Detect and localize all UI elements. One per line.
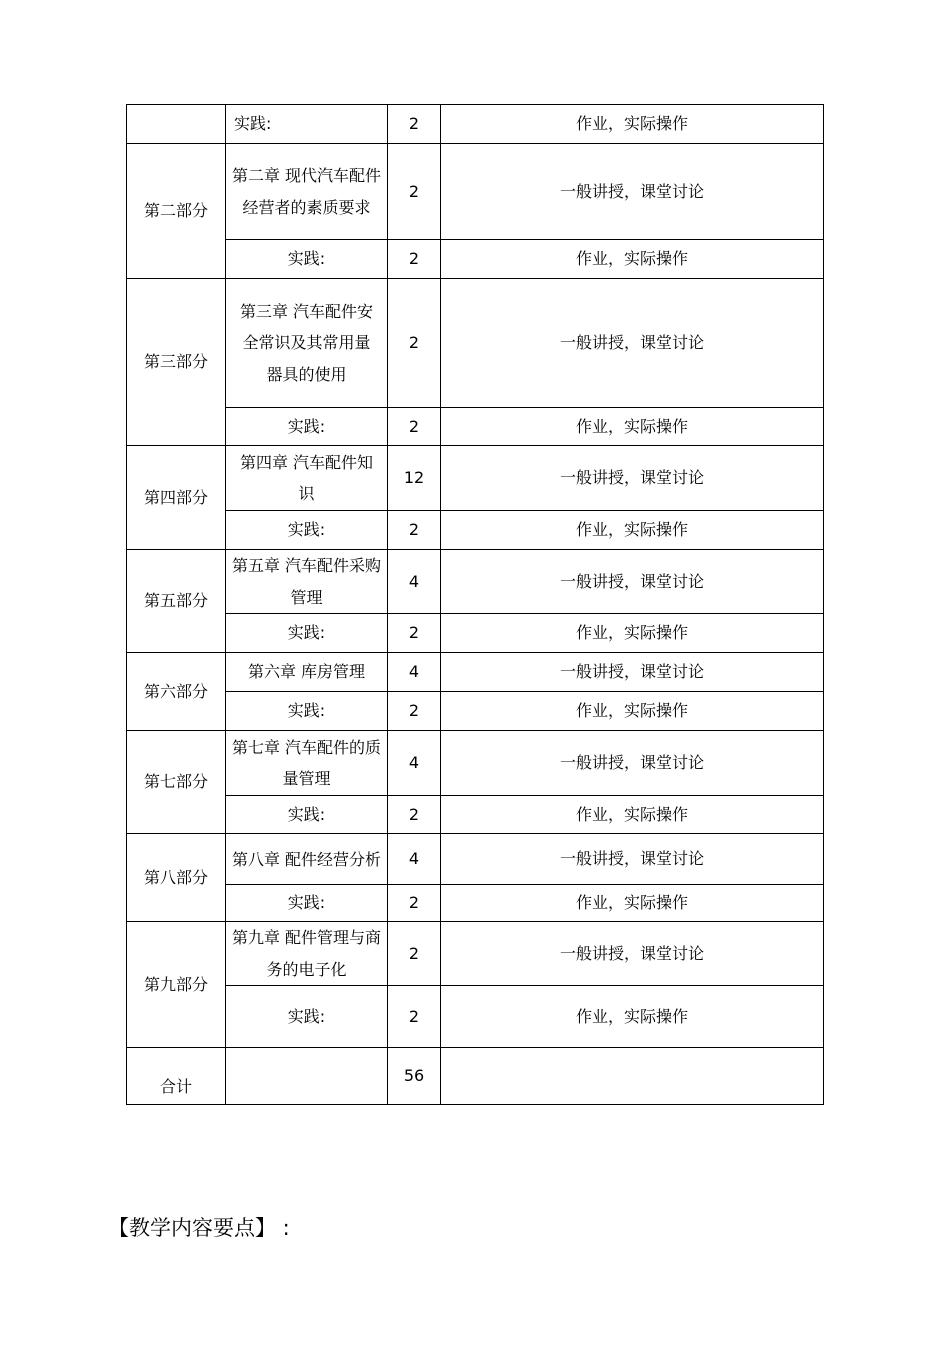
method-cell: 作业，实际操作 <box>441 614 824 653</box>
total-label: 合计 <box>127 1048 226 1105</box>
method-cell: 作业，实际操作 <box>441 240 824 279</box>
hours-cell: 2 <box>388 796 441 834</box>
practice-cell: 实践: <box>226 511 388 550</box>
practice-cell: 实践: <box>226 986 388 1048</box>
table-row <box>127 279 824 408</box>
empty-cell <box>441 1048 824 1105</box>
method-cell: 一般讲授，课堂讨论 <box>441 550 824 614</box>
chapter-cell: 第七章 汽车配件的质量管理 <box>226 731 388 796</box>
hours-cell: 2 <box>388 408 441 446</box>
table-row <box>127 796 824 834</box>
hours-cell: 2 <box>388 511 441 550</box>
part-cell: 第七部分 <box>127 731 226 834</box>
part-cell: 第五部分 <box>127 550 226 653</box>
chapter-cell: 第四章 汽车配件知识 <box>226 446 388 511</box>
table-row <box>127 511 824 550</box>
practice-cell: 实践: <box>226 614 388 653</box>
table-row <box>127 144 824 240</box>
hours-cell: 2 <box>388 144 441 240</box>
method-cell: 作业，实际操作 <box>441 408 824 446</box>
hours-cell: 2 <box>388 105 441 144</box>
hours-cell: 4 <box>388 731 441 796</box>
total-hours: 56 <box>388 1048 441 1105</box>
table-row <box>127 408 824 446</box>
table-row <box>127 240 824 279</box>
hours-cell: 4 <box>388 834 441 885</box>
hours-cell: 12 <box>388 446 441 511</box>
method-cell: 作业，实际操作 <box>441 885 824 922</box>
table-row <box>127 986 824 1048</box>
table-row <box>127 692 824 731</box>
hours-cell: 4 <box>388 550 441 614</box>
table-row <box>127 550 824 614</box>
chapter-cell: 第八章 配件经营分析 <box>226 834 388 885</box>
method-cell: 作业，实际操作 <box>441 511 824 550</box>
practice-cell: 实践: <box>226 692 388 731</box>
part-cell: 第六部分 <box>127 653 226 731</box>
table-row <box>127 653 824 692</box>
part-cell: 第三部分 <box>127 279 226 446</box>
hours-cell: 2 <box>388 614 441 653</box>
teaching-plan-table <box>126 104 824 1105</box>
method-cell: 作业，实际操作 <box>441 986 824 1048</box>
method-cell: 一般讲授，课堂讨论 <box>441 731 824 796</box>
practice-cell: 实践: <box>226 796 388 834</box>
chapter-cell: 第二章 现代汽车配件经营者的素质要求 <box>226 144 388 240</box>
hours-cell: 2 <box>388 885 441 922</box>
hours-cell: 2 <box>388 922 441 986</box>
method-cell: 作业，实际操作 <box>441 105 824 144</box>
method-cell: 作业，实际操作 <box>441 692 824 731</box>
practice-cell: 实践: <box>226 240 388 279</box>
part-cell: 第九部分 <box>127 922 226 1048</box>
method-cell: 一般讲授，课堂讨论 <box>441 446 824 511</box>
method-cell: 一般讲授，课堂讨论 <box>441 279 824 408</box>
empty-cell <box>226 1048 388 1105</box>
hours-cell: 2 <box>388 986 441 1048</box>
practice-cell: 实践: <box>226 408 388 446</box>
table-row <box>127 614 824 653</box>
practice-cell: 实践: <box>226 885 388 922</box>
hours-cell: 2 <box>388 279 441 408</box>
chapter-cell: 第九章 配件管理与商务的电子化 <box>226 922 388 986</box>
method-cell: 一般讲授，课堂讨论 <box>441 922 824 986</box>
table-row <box>127 885 824 922</box>
part-cell: 第四部分 <box>127 446 226 550</box>
practice-cell: 实践: <box>226 105 388 144</box>
chapter-cell: 第五章 汽车配件采购管理 <box>226 550 388 614</box>
part-cell: 第二部分 <box>127 144 226 279</box>
chapter-cell: 第三章 汽车配件安全常识及其常用量器具的使用 <box>226 279 388 408</box>
table-row <box>127 446 824 511</box>
section-heading: 【教学内容要点】 : <box>108 1216 290 1240</box>
part-cell: 第八部分 <box>127 834 226 922</box>
table-row <box>127 731 824 796</box>
table-row-total <box>127 1048 824 1105</box>
method-cell: 一般讲授，课堂讨论 <box>441 653 824 692</box>
method-cell: 一般讲授，课堂讨论 <box>441 834 824 885</box>
method-cell: 作业，实际操作 <box>441 796 824 834</box>
chapter-cell: 第六章 库房管理 <box>226 653 388 692</box>
table-row <box>127 834 824 885</box>
method-cell: 一般讲授，课堂讨论 <box>441 144 824 240</box>
hours-cell: 4 <box>388 653 441 692</box>
table-row <box>127 922 824 986</box>
part-cell <box>127 105 226 144</box>
table-row <box>127 105 824 144</box>
hours-cell: 2 <box>388 240 441 279</box>
hours-cell: 2 <box>388 692 441 731</box>
